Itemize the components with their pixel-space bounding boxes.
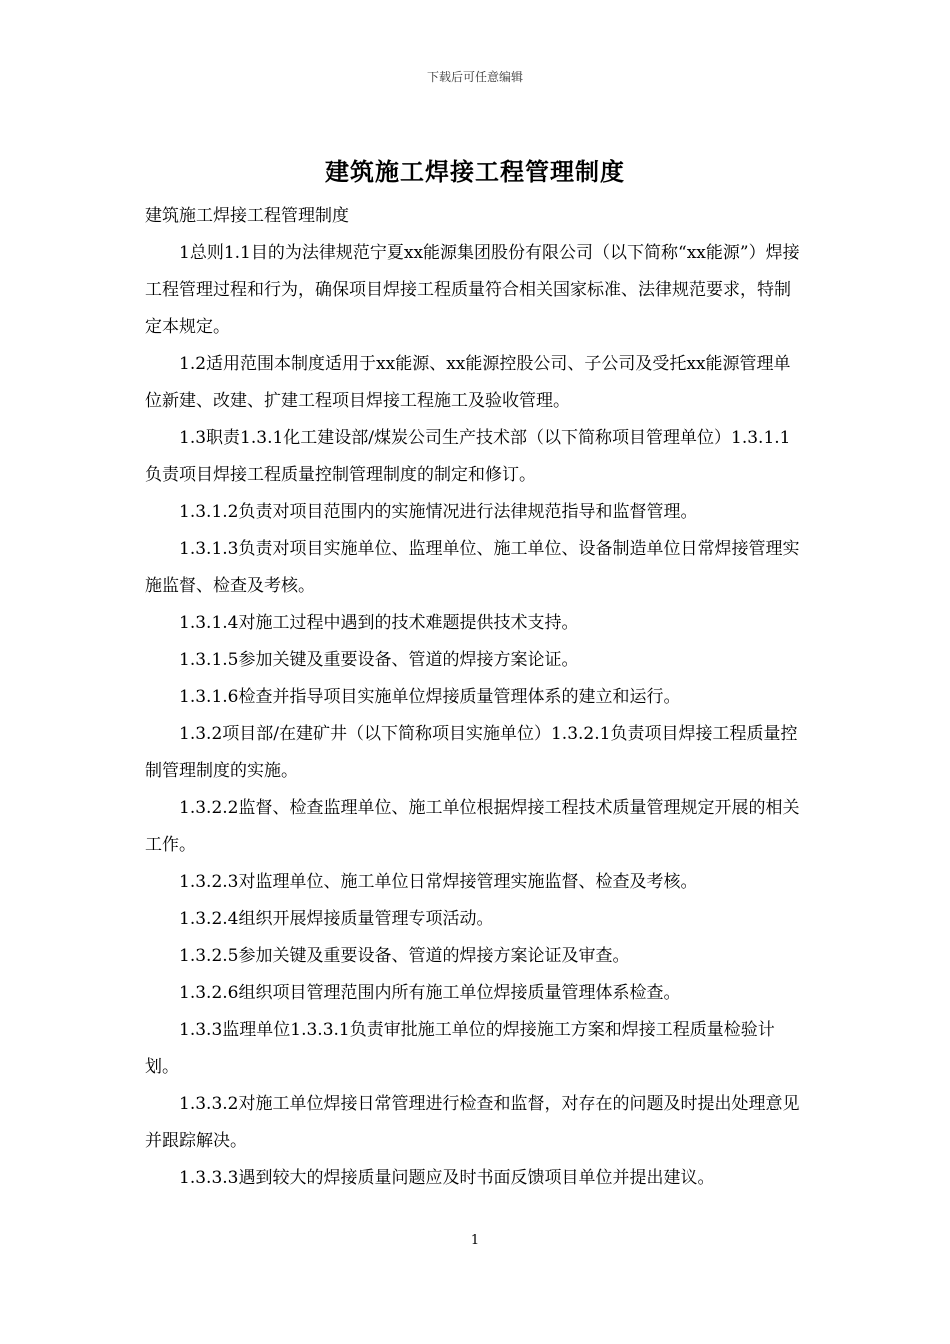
header-note: 下载后可任意编辑	[426, 70, 523, 84]
paragraph: 1.2适用范围本制度适用于xx能源、xx能源控股公司、子公司及受托xx能源管理单位新建、改建、扩建工程项目焊接工程施工及验收管理。	[145, 354, 791, 411]
paragraph: 1.3职责1.3.1化工建设部/煤炭公司生产技术部（以下简称项目管理单位）1.3.1.1负责项目焊接工程质量控制管理制度的制定和修订。	[145, 428, 791, 485]
paragraph: 1.3.1.5参加关键及重要设备、管道的焊接方案论证。	[179, 650, 579, 670]
document-subtitle: 建筑施工焊接工程管理制度	[145, 206, 349, 226]
paragraph: 1.3.1.6检查并指导项目实施单位焊接质量管理体系的建立和运行。	[179, 687, 681, 707]
paragraph: 1.3.3.2对施工单位焊接日常管理进行检查和监督，对存在的问题及时提出处理意见并跟踪解决。	[145, 1094, 800, 1151]
paragraph: 1.3.2.2监督、检查监理单位、施工单位根据焊接工程技术质量管理规定开展的相关工作。	[145, 798, 800, 855]
document-body	[145, 198, 807, 1197]
paragraph: 1.3.3监理单位1.3.3.1负责审批施工单位的焊接施工方案和焊接工程质量检验计划。	[145, 1020, 775, 1077]
page-number: 1	[470, 1233, 480, 1248]
paragraph: 1.3.1.2负责对项目范围内的实施情况进行法律规范指导和监督管理。	[179, 502, 698, 522]
paragraph: 1.3.2项目部/在建矿井（以下简称项目实施单位）1.3.2.1负责项目焊接工程质量控制管理制度的实施。	[145, 724, 798, 781]
paragraph: 1总则1.1目的为法律规范宁夏xx能源集团股份有限公司（以下简称“xx能源”）焊接工程管理过程和行为，确保项目焊接工程质量符合相关国家标准、法律规范要求，特制定本规定。	[145, 243, 800, 337]
paragraph: 1.3.1.4对施工过程中遇到的技术难题提供技术支持。	[179, 613, 579, 633]
document-title: 建筑施工焊接工程管理制度	[325, 157, 625, 186]
paragraph: 1.3.2.6组织项目管理范围内所有施工单位焊接质量管理体系检查。	[179, 983, 681, 1003]
paragraph: 1.3.2.4组织开展焊接质量管理专项活动。	[179, 909, 494, 929]
paragraph: 1.3.2.5参加关键及重要设备、管道的焊接方案论证及审查。	[179, 946, 630, 966]
paragraph: 1.3.3.3遇到较大的焊接质量问题应及时书面反馈项目单位并提出建议。	[179, 1168, 715, 1188]
paragraph: 1.3.1.3负责对项目实施单位、监理单位、施工单位、设备制造单位日常焊接管理实施监督、检查及考核。	[145, 539, 800, 596]
paragraph: 1.3.2.3对监理单位、施工单位日常焊接管理实施监督、检查及考核。	[179, 872, 698, 892]
